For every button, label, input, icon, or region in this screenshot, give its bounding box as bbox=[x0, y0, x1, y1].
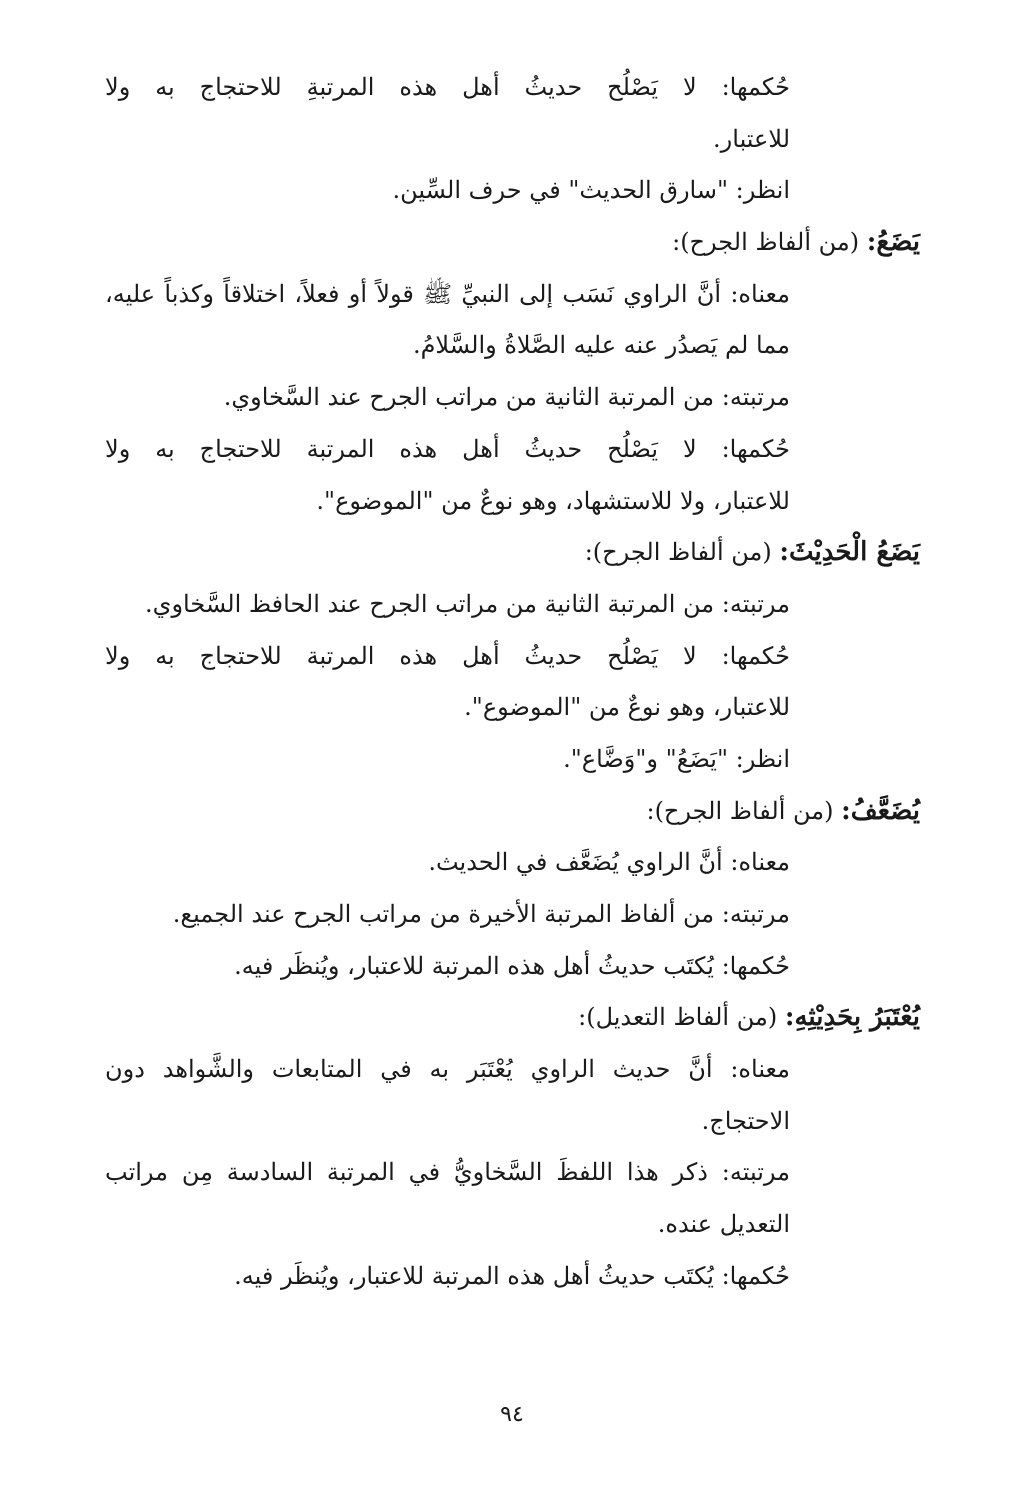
text-line: للاعتبار، ولا للاستشهاد، وهو نوعٌ من "الموضوع". bbox=[316, 486, 790, 515]
text-line: مرتبته: من المرتبة الثانية من مراتب الجرح عند الحافظ السَّخاوي. bbox=[145, 589, 790, 618]
text-line: انظر: "يَضَعُ" و"وَضَّاع". bbox=[563, 744, 790, 773]
text-line: معناه: أنَّ حديث الراوي يُعْتَبَر به في المتابعات والشَّواهد دون bbox=[105, 1055, 790, 1084]
text-line: للاعتبار، وهو نوعٌ من "الموضوع". bbox=[464, 693, 790, 722]
entry-category: (من ألفاظ التعديل): bbox=[578, 1003, 785, 1032]
text-line: حُكمها: يُكتَب حديثُ أهل هذه المرتبة للاعتبار، ويُنظَر فيه. bbox=[234, 951, 790, 980]
entry-term: يَضَعُ: bbox=[866, 227, 920, 258]
text-line: مرتبته: من المرتبة الثانية من مراتب الجرح عند السَّخاوي. bbox=[223, 383, 790, 412]
entry-heading bbox=[105, 217, 920, 269]
entry-heading bbox=[105, 786, 920, 838]
text-line: مرتبته: ذكر هذا اللفظَ السَّخاويُّ في المرتبة السادسة مِن مراتب bbox=[105, 1158, 790, 1187]
text-line: مما لم يَصدُر عنه عليه الصَّلاةُ والسَّلامُ. bbox=[412, 331, 790, 360]
entry-category: (من ألفاظ الجرح): bbox=[646, 796, 842, 825]
text-line: حُكمها: لا يَصْلُح حديثُ أهل هذه المرتبة للاحتجاج به ولا bbox=[105, 641, 790, 670]
text-line: مرتبته: من ألفاظ المرتبة الأخيرة من مراتب الجرح عند الجميع. bbox=[172, 900, 790, 928]
entry-heading bbox=[105, 527, 920, 579]
text-line: التعديل عنده. bbox=[657, 1210, 790, 1239]
page-number: ٩٤ bbox=[500, 1402, 524, 1427]
entry-term: يُعْتَبَرُ بِحَدِيْثِهِ: bbox=[784, 1002, 920, 1033]
entry-term: يَضَعُ الْحَدِيْثَ: bbox=[779, 537, 920, 568]
document-page bbox=[105, 62, 920, 1303]
text-line: للاعتبار. bbox=[713, 124, 790, 153]
entry-category: (من ألفاظ الجرح): bbox=[584, 538, 780, 567]
text-line: حُكمها: لا يَصْلُح حديثُ أهل هذه المرتبة للاحتجاج به ولا bbox=[105, 434, 790, 463]
text-line: معناه: أنَّ الراوي يُضَعَّف في الحديث. bbox=[428, 848, 790, 877]
text-line: حُكمها: يُكتَب حديثُ أهل هذه المرتبة للاعتبار، ويُنظَر فيه. bbox=[234, 1261, 790, 1290]
entry-term: يُضَعَّفُ: bbox=[841, 795, 920, 826]
text-line: حُكمها: لا يَصْلُح حديثُ أهل هذه المرتبةِ للاحتجاج به ولا bbox=[105, 73, 790, 101]
entry-heading bbox=[105, 992, 920, 1044]
entry-category: (من ألفاظ الجرح): bbox=[672, 228, 867, 257]
text-line: انظر: "سارق الحديث" في حرف السِّين. bbox=[392, 176, 790, 205]
text-line: الاحتجاج. bbox=[701, 1106, 790, 1135]
text-line: معناه: أنَّ الراوي نَسَب إلى النبيِّ ﷺ قولاً أو فعلاً، اختلاقاً وكذباً عليه، bbox=[105, 279, 790, 308]
